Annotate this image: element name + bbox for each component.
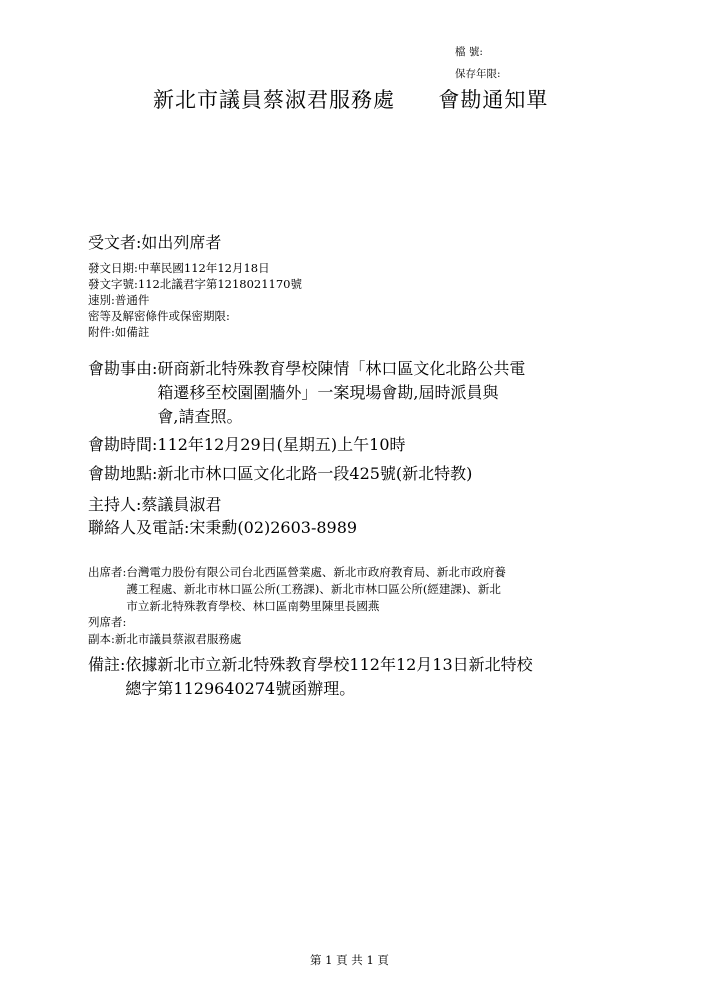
title-doc-type: 會勘通知單 [438, 88, 549, 112]
inspection-location: 會勘地點:新北市林口區文化北路一段425號(新北特教) [88, 464, 473, 483]
attendees-label: 出席者: [88, 565, 127, 579]
issue-date: 發文日期:中華民國112年12月18日 [88, 261, 270, 275]
document-title [153, 84, 548, 114]
attendees-line: 台灣電力股份有限公司台北西區營業處、新北市政府教育局、新北市政府養 [126, 565, 506, 579]
recipient: 受文者:如出列席者 [88, 233, 222, 252]
inspection-matter [88, 357, 628, 429]
observers: 列席者: [88, 615, 127, 629]
issue-info [88, 260, 648, 340]
inspection-matter-line: 研商新北特殊教育學校陳情「林口區文化北路公共電 [157, 359, 526, 378]
copy-to: 副本:新北市議員蔡淑君服務處 [88, 632, 242, 646]
inspection-matter-line: 箱遷移至校園圍牆外」一案現場會勘,屆時派員與 [157, 383, 499, 402]
page-number: 第 1 頁 共 1 頁 [310, 953, 389, 967]
title-office: 新北市議員蔡淑君服務處 [153, 88, 395, 112]
remarks [88, 653, 628, 701]
secrecy-level: 密等及解密條件或保密期限: [88, 309, 230, 323]
attendees [88, 564, 628, 615]
host: 主持人:蔡議員淑君 [88, 495, 222, 514]
file-number-label: 檔 號: [455, 46, 483, 58]
delivery-speed: 速別:普通件 [88, 293, 150, 307]
contact: 聯絡人及電話:宋秉勳(02)2603-8989 [88, 518, 358, 537]
inspection-matter-line: 會,請查照。 [157, 407, 243, 426]
retention-period-label: 保存年限: [455, 68, 501, 80]
issue-number: 發文字號:112北議君字第1218021170號 [88, 277, 302, 291]
remarks-line: 依據新北市立新北特殊教育學校112年12月13日新北特校 [125, 655, 533, 674]
attendees-line: 護工程處、新北市林口區公所(工務課)、新北市林口區公所(經建課)、新北 [126, 582, 501, 596]
inspection-matter-label: 會勘事由: [88, 359, 158, 378]
attendees-line: 市立新北特殊教育學校、林口區南勢里陳里長國燕 [126, 599, 380, 613]
inspection-time: 會勘時間:112年12月29日(星期五)上午10時 [88, 435, 406, 454]
attachment: 附件:如備註 [88, 325, 150, 339]
remarks-label: 備註: [88, 655, 126, 674]
remarks-line: 總字第1129640274號函辦理。 [125, 679, 356, 698]
